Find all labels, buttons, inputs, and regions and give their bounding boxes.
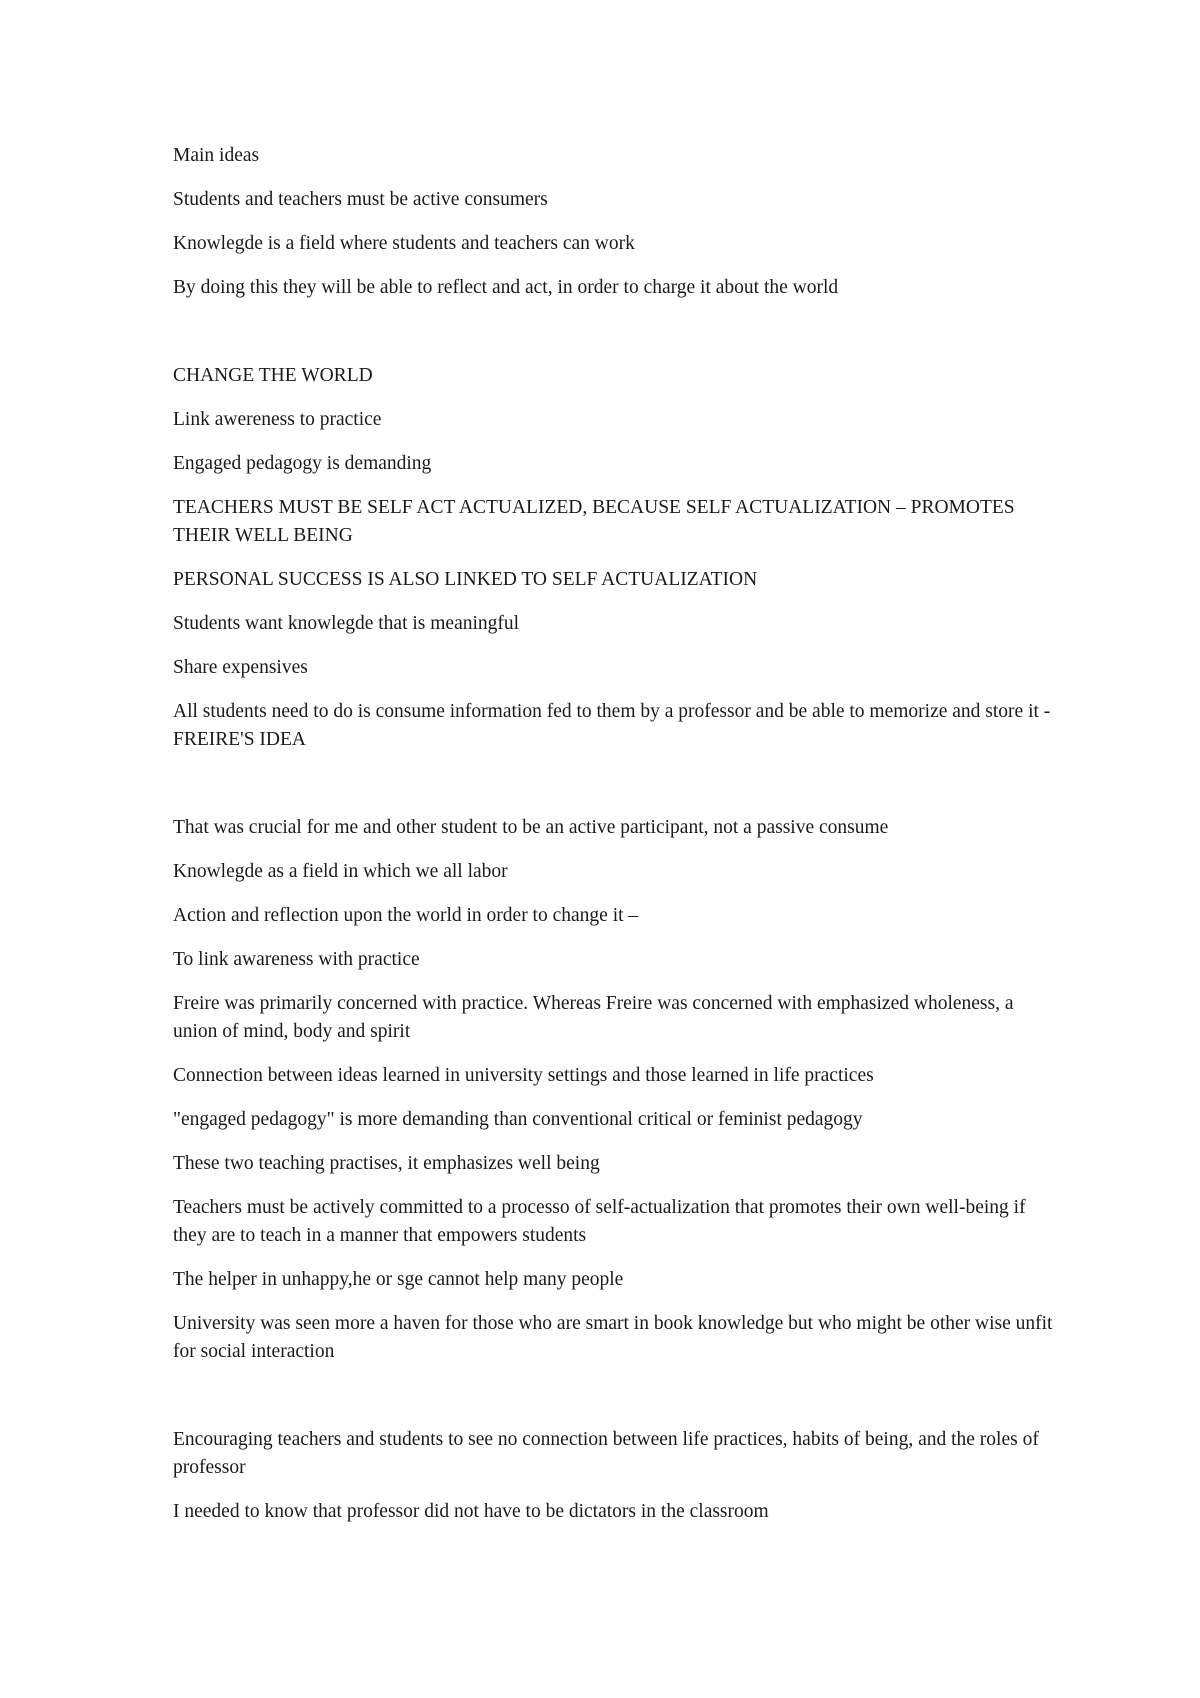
paragraph: Encouraging teachers and students to see no connection between life practices, habits of being, and the roles of professor	[173, 1429, 1039, 1478]
paragraph: Freire was primarily concerned with practice. Whereas Freire was concerned with emphasized wholeness, a union of mind, body and spirit	[173, 993, 1014, 1042]
paragraph: Engaged pedagogy is demanding	[173, 453, 432, 474]
paragraph: Knowlegde is a field where students and teachers can work	[173, 233, 635, 254]
document-body	[173, 142, 1053, 1542]
blank-line	[173, 318, 1053, 362]
blank-line	[173, 770, 1053, 814]
section-heading: CHANGE THE WORLD	[173, 365, 373, 386]
paragraph: To link awareness with practice	[173, 949, 420, 970]
paragraph: Share expensives	[173, 657, 308, 678]
paragraph: Action and reflection upon the world in order to change it –	[173, 905, 639, 926]
paragraph: PERSONAL SUCCESS IS ALSO LINKED TO SELF ACTUALIZATION	[173, 569, 758, 590]
paragraph: These two teaching practises, it emphasizes well being	[173, 1153, 600, 1174]
paragraph: Link awereness to practice	[173, 409, 382, 430]
paragraph: By doing this they will be able to reflect and act, in order to charge it about the world	[173, 277, 839, 298]
paragraph: All students need to do is consume information fed to them by a professor and be able to memorize and store it - FREIRE'S IDEA	[173, 701, 1051, 750]
paragraph: Students and teachers must be active consumers	[173, 189, 548, 210]
paragraph: Connection between ideas learned in university settings and those learned in life practices	[173, 1065, 874, 1086]
paragraph: The helper in unhappy,he or sge cannot help many people	[173, 1269, 624, 1290]
paragraph: That was crucial for me and other student to be an active participant, not a passive consume	[173, 817, 889, 838]
paragraph: TEACHERS MUST BE SELF ACT ACTUALIZED, BECAUSE SELF ACTUALIZATION – PROMOTES THEIR WELL BEING	[173, 497, 1015, 546]
paragraph: University was seen more a haven for those who are smart in book knowledge but who might be other wise unfit for social interaction	[173, 1313, 1053, 1362]
paragraph: "engaged pedagogy" is more demanding than conventional critical or feminist pedagogy	[173, 1109, 863, 1130]
paragraph: Knowlegde as a field in which we all labor	[173, 861, 508, 882]
paragraph: Teachers must be actively committed to a processo of self-actualization that promotes their own well-being if they are to teach in a manner that empowers students	[173, 1197, 1026, 1246]
paragraph: Students want knowlegde that is meaningful	[173, 613, 520, 634]
paragraph: Main ideas	[173, 145, 260, 166]
blank-line	[173, 1382, 1053, 1426]
paragraph: I needed to know that professor did not have to be dictators in the classroom	[173, 1501, 769, 1522]
